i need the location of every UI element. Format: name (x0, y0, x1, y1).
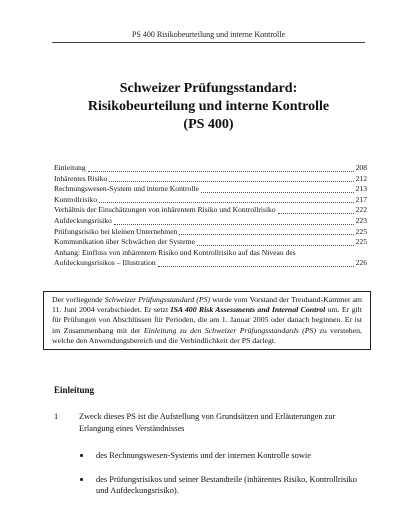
notice-text: um. Er gilt für Prüfungen von Abschlüssen für Perioden, die am 1. Januar 2005 oder danach beginnen. Er ist im Zusammenhang mit der (52, 305, 362, 335)
notice-standard-reference: ISA 400 Risk Assessments and Internal Control (170, 305, 326, 315)
toc-leader (114, 224, 354, 225)
toc-entry (54, 205, 367, 216)
list-item-text: des Prüfungsrisikos und seiner Bestandteile (inhärentes Risiko, Kontrollrisiko und Aufdeckungsrisiko). (96, 474, 357, 495)
list-item (54, 474, 369, 497)
toc-entry (54, 163, 367, 174)
toc-entry-title: Kommunikation über Schwächen der Systeme (54, 237, 195, 247)
header-rule (52, 42, 365, 43)
toc-entry-title: Verhältnis der Einschätzungen von inhärentem Risiko und Kontrollrisiko (54, 205, 276, 215)
notice-text: wurde vom Vorstand der Treuhand-Kammer am 11. Juni 2004 verabschiedet. Er setzt (52, 295, 362, 315)
paragraph-text: Zweck dieses PS ist die Aufstellung von Grundsätzen und Erläuterungen zur Erlangung eines Verständnisses (79, 412, 336, 433)
toc-entry-title: Inhärentes Risiko (54, 173, 108, 183)
toc-leader (109, 181, 353, 182)
title-line-2: Risikobeurteilung und interne Kontrolle (87, 99, 330, 114)
paragraph-1 (54, 411, 369, 434)
toc-leader (278, 213, 354, 214)
notice-emphasis: Einleitung zu den Schweizer Prüfungsstandards (PS) (143, 325, 317, 335)
toc-entry-title: Aufdeckungsrisiko (54, 215, 112, 225)
toc-entry-multiline (54, 248, 367, 269)
bullet-icon (80, 454, 83, 457)
toc-entry-title: Kontrollrisiko (54, 194, 98, 204)
toc-entry-title: Prüfungsrisiko bei kleinen Unternehmen (54, 226, 178, 236)
toc-entry-page: 226 (355, 258, 367, 268)
toc-entry-page: 225 (355, 237, 367, 247)
paragraph-number: 1 (54, 412, 59, 421)
toc-entry (54, 184, 367, 195)
section-heading: Einleitung (54, 385, 95, 395)
list-item (54, 450, 369, 462)
toc-entry-continuation (54, 258, 367, 269)
bullet-icon (80, 478, 83, 481)
title-line-3: (PS 400) (183, 117, 234, 132)
adoption-notice-box (43, 291, 371, 350)
toc-leader (201, 192, 354, 193)
toc-entry (54, 227, 367, 238)
toc-entry-page: 222 (355, 205, 367, 215)
toc-entry-page: 213 (355, 184, 367, 194)
toc-entry (54, 174, 367, 185)
toc-entry-page: 208 (355, 163, 367, 172)
toc-entry-title: Einleitung (54, 163, 86, 172)
notice-text: zu verstehen, welche den Anwendungsbereich und die Verbindlichkeit der PS darlegt. (52, 325, 362, 345)
toc-entry-title-line-2: Aufdeckungsrisikos – Illustration (54, 258, 156, 268)
toc-entry-page: 212 (355, 173, 367, 183)
toc-leader (99, 202, 354, 203)
toc-entry-page: 225 (355, 226, 367, 236)
toc-entry-page: 217 (355, 194, 367, 204)
document-title (0, 80, 417, 134)
toc-leader (88, 171, 354, 172)
bullet-list (54, 450, 369, 509)
toc-entry (54, 195, 367, 206)
title-line-1: Schweizer Prüfungsstandard: (119, 81, 298, 96)
toc-leader (158, 266, 354, 267)
notice-emphasis: Schweizer Prüfungsstandard (PS) (104, 295, 211, 304)
toc-entry (54, 237, 367, 248)
table-of-contents (54, 163, 367, 269)
list-item-text: des Rechnungswesen-Systems und der internen Kontrolle sowie (96, 451, 311, 460)
toc-leader (197, 245, 354, 246)
running-header: PS 400 Risikobeurteilung und interne Kontrolle (131, 30, 286, 39)
toc-entry-title: Rechnungswesen-System und interne Kontrolle (54, 184, 199, 194)
toc-entry-page: 223 (355, 215, 367, 225)
toc-entry (54, 216, 367, 227)
notice-text: Der vorliegende (52, 295, 105, 304)
toc-entry-title-line-1: Anhang: Einfluss von inhärentem Risiko und Kontrollrisiko auf das Niveau des (54, 247, 296, 257)
toc-leader (179, 234, 353, 235)
